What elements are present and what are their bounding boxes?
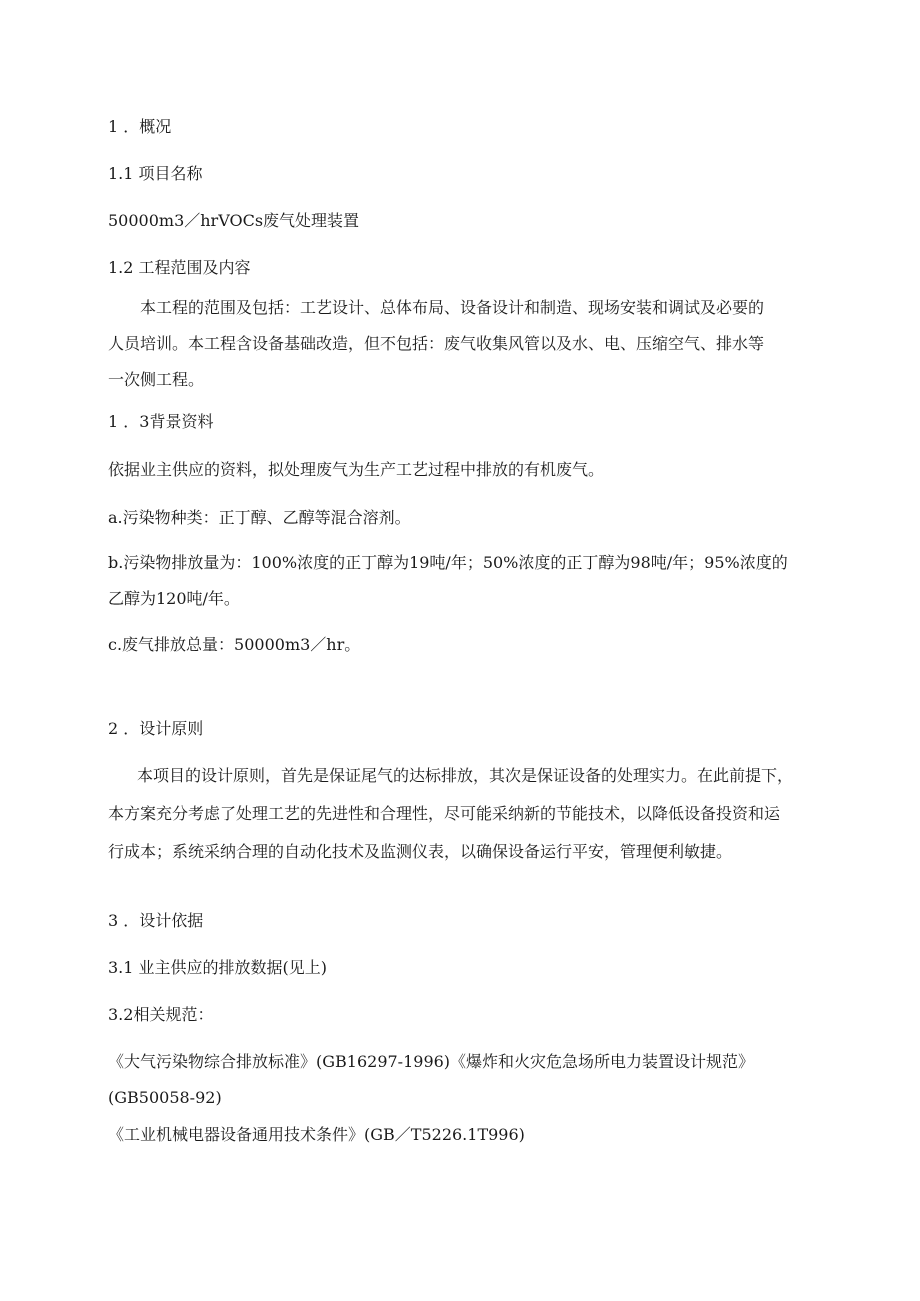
project-name: 50000m3／hrVOCs废气处理装置 bbox=[108, 211, 360, 230]
pollutant-emissions-line-1: b.污染物排放量为：100%浓度的正丁醇为19吨/年；50%浓度的正丁醇为98吨/年；95%浓度的 bbox=[108, 553, 788, 572]
scope-paragraph-line-3: 一次侧工程。 bbox=[108, 370, 205, 389]
pollutant-types: a.污染物种类：正丁醇、乙醇等混合溶剂。 bbox=[108, 508, 411, 527]
section-1-3-heading: 1 ．3背景资料 bbox=[108, 412, 214, 431]
pollutant-emissions-line-2: 乙醇为120吨/年。 bbox=[108, 589, 240, 608]
reference-line-2: (GB50058-92) bbox=[108, 1088, 222, 1107]
section-3-2-heading: 3.2相关规范： bbox=[108, 1005, 214, 1024]
section-2-heading: 2 ．设计原则 bbox=[108, 719, 204, 738]
reference-line-3: 《工业机械电器设备通用技术条件》(GB／T5226.1T996) bbox=[108, 1125, 525, 1144]
scope-paragraph-line-1: 本工程的范围及包括：工艺设计、总体布局、设备设计和制造、现场安装和调试及必要的 bbox=[140, 298, 765, 317]
section-3-1-heading: 3.1 业主供应的排放数据(见上) bbox=[108, 958, 328, 977]
design-principle-line-3: 行成本；系统采纳合理的自动化技术及监测仪表，以确保设备运行平安，管理便利敏捷。 bbox=[108, 842, 733, 861]
design-principle-line-1: 本项目的设计原则，首先是保证尾气的达标排放，其次是保证设备的处理实力。在此前提下， bbox=[137, 766, 794, 785]
scope-paragraph-line-2: 人员培训。本工程含设备基础改造，但不包括：废气收集风管以及水、电、压缩空气、排水等 bbox=[108, 334, 765, 353]
design-principle-line-2: 本方案充分考虑了处理工艺的先进性和合理性，尽可能采纳新的节能技术，以降低设备投资和运 bbox=[108, 804, 781, 823]
section-1-1-heading: 1.1 项目名称 bbox=[108, 164, 203, 183]
section-1-2-heading: 1.2 工程范围及内容 bbox=[108, 258, 251, 277]
section-3-heading: 3 ．设计依据 bbox=[108, 911, 204, 930]
reference-line-1: 《大气污染物综合排放标准》(GB16297-1996)《爆炸和火灾危急场所电力装置设计规范》 bbox=[108, 1052, 755, 1071]
section-1-heading: 1 ．概况 bbox=[108, 117, 172, 136]
total-exhaust: c.废气排放总量：50000m3／hr。 bbox=[108, 635, 361, 654]
background-intro: 依据业主供应的资料，拟处理废气为生产工艺过程中排放的有机废气。 bbox=[108, 460, 605, 479]
